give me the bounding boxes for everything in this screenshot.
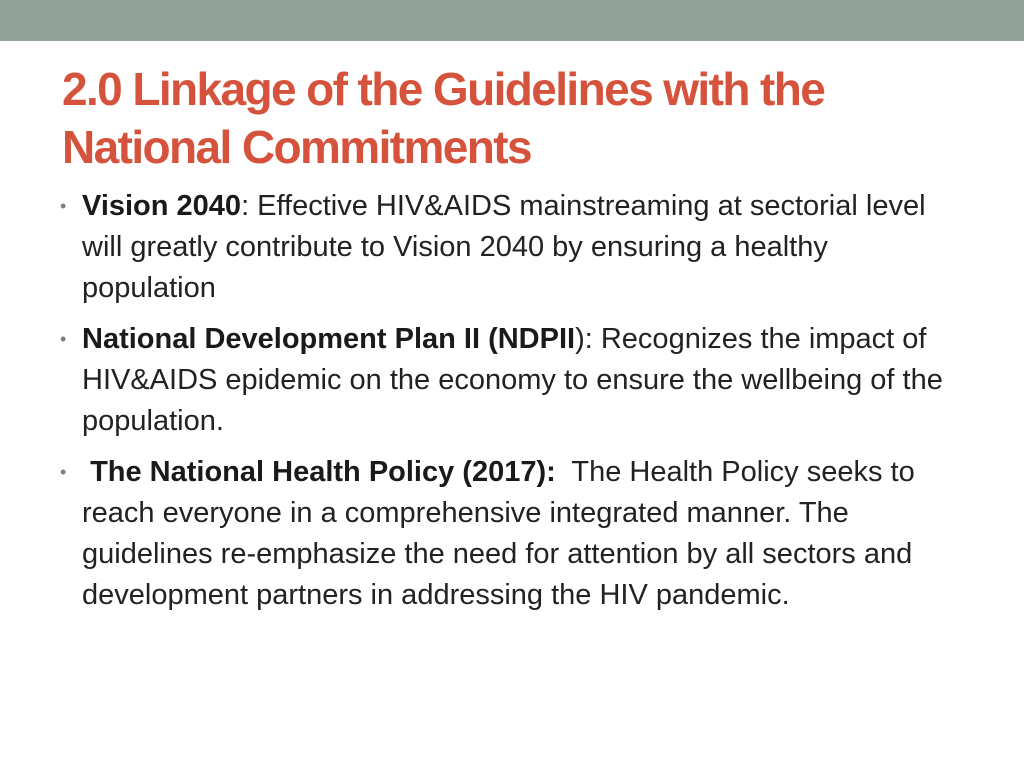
bullet-text: The Health Policy seeks to reach everyone in a comprehensive integrated manner. The guidelines re-emphasize the need for attention by all sectors and development partners in addressing the HIV pandemic. <box>82 456 915 611</box>
bullet-heading: Vision 2040 <box>82 190 242 222</box>
bullet-vision-2040 <box>60 186 960 309</box>
bullet-text: : Effective HIV&AIDS mainstreaming at sectorial level will greatly contribute to Vision 2040 by ensuring a healthy population <box>82 190 926 304</box>
bullet-spacer <box>556 456 572 488</box>
slide-title: 2.0 Linkage of the Guidelines with the National Commitments <box>62 63 825 173</box>
bullet-list <box>60 186 960 626</box>
bullet-national-health-policy <box>60 452 960 616</box>
bullet-text: ): Recognizes the impact of HIV&AIDS epidemic on the economy to ensure the wellbeing of the population. <box>82 323 943 437</box>
bullet-heading: The National Health Policy (2017): <box>82 456 556 488</box>
bullet-heading: National Development Plan II (NDPII <box>82 323 576 355</box>
bullet-dot-icon: • <box>60 329 67 349</box>
bullet-ndp-ii <box>60 319 960 442</box>
top-accent-bar <box>0 0 1024 41</box>
bullet-dot-icon: • <box>60 462 67 482</box>
bullet-dot-icon: • <box>60 196 67 216</box>
